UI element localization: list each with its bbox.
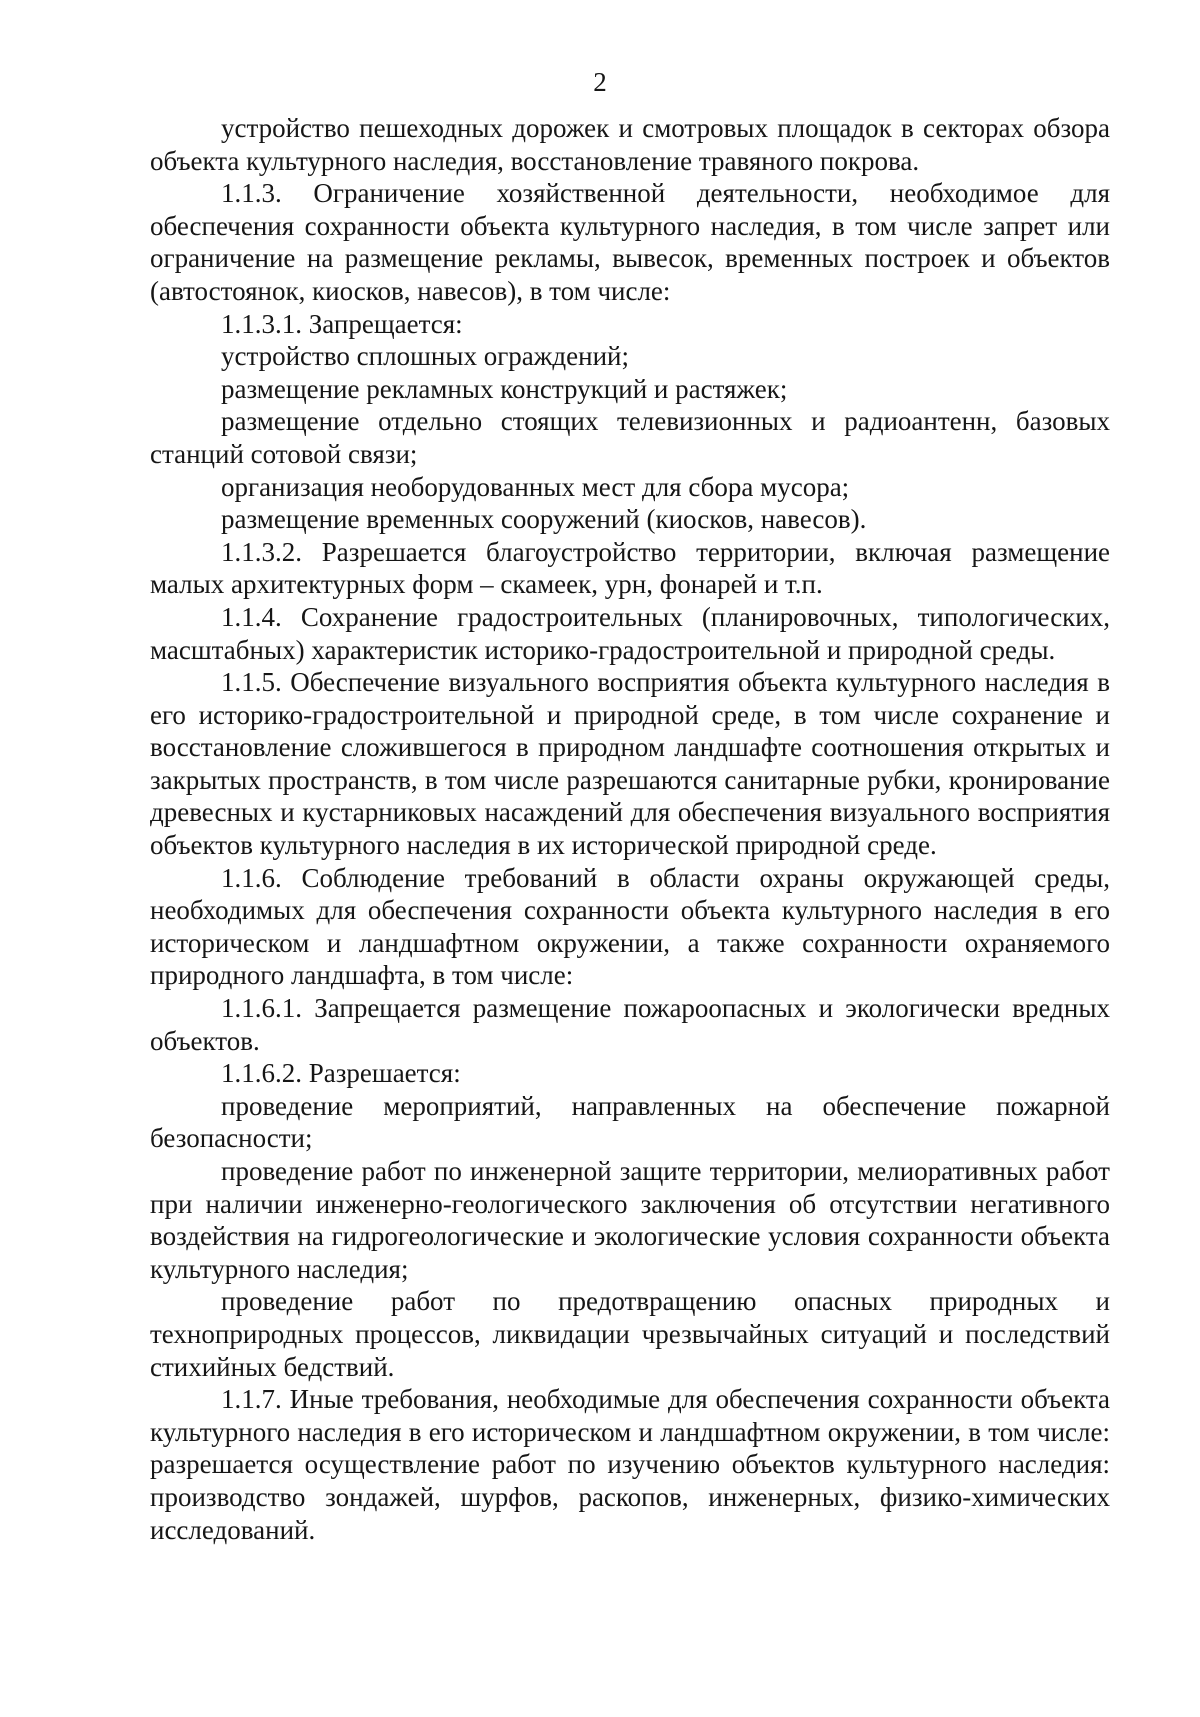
paragraph-1-1-4: 1.1.4. Сохранение градостроительных (планировочных, типологических, масштабных) характеристик историко-градостроительной и природной среды. — [150, 601, 1110, 665]
page-number: 2 — [593, 67, 607, 97]
paragraph-1-1-7: 1.1.7. Иные требования, необходимые для обеспечения сохранности объекта культурного наследия в его историческом и ландшафтном окружении, в том числе: разрешается осуществление работ по изучению объектов культурного наследия: производство зондажей, шурфов, раскопов, инженерных, физико-химических исследований. — [150, 1384, 1110, 1545]
paragraph-1-1-6-1: 1.1.6.1. Запрещается размещение пожароопасных и экологически вредных объектов. — [150, 993, 1110, 1056]
paragraph-1-1-5: 1.1.5. Обеспечение визуального восприятия объекта культурного наследия в его историко-градостроительной и природной среде, в том числе сохранение и восстановление сложившегося в природном ландшафте соотношения открытых и закрытых пространств, в том числе разрешаются санитарные рубки, кронирование древесных и кустарниковых насаждений для обеспечения визуального восприятия объектов культурного наследия в их исторической природной среде. — [150, 667, 1110, 861]
paragraph-1-1-6-2: 1.1.6.2. Разрешается: — [221, 1058, 461, 1089]
paragraph-footpaths: устройство пешеходных дорожек и смотровых площадок в секторах обзора объекта культурного наследия, восстановление травяного покрова. — [150, 113, 1110, 176]
document-body — [150, 112, 1110, 1546]
list-item-engineering-protection: проведение работ по инженерной защите территории, мелиоративных работ при наличии инженерно-геологического заключения об отсутствии негативного воздействия на гидрогеологические и экологические условия сохранности объекта культурного наследия; — [150, 1156, 1110, 1284]
list-item-antennas: размещение отдельно стоящих телевизионных и радиоантенн, базовых станций сотовой связи; — [150, 406, 1110, 469]
paragraph-1-1-3: 1.1.3. Ограничение хозяйственной деятельности, необходимое для обеспечения сохранности объекта культурного наследия, в том числе запрет или ограничение на размещение рекламы, вывесок, временных построек и объектов (автостоянок, киосков, навесов), в том числе: — [150, 178, 1110, 306]
paragraph-1-1-3-1: 1.1.3.1. Запрещается: — [221, 308, 463, 339]
list-item-temporary-structures: размещение временных сооружений (киосков, навесов). — [221, 504, 867, 535]
list-item-natural-hazards: проведение работ по предотвращению опасных природных и технoприродных процессов, ликвидации чрезвычайных ситуаций и последствий стихийных бедствий. — [150, 1286, 1110, 1382]
list-item-fences: устройство сплошных ограждений; — [221, 341, 629, 372]
list-item-advertising: размещение рекламных конструкций и растяжек; — [221, 373, 788, 404]
list-item-garbage: организация необорудованных мест для сбора мусора; — [221, 471, 850, 502]
paragraph-1-1-6: 1.1.6. Соблюдение требований в области охраны окружающей среды, необходимых для обеспечения сохранности объекта культурного наследия в его историческом и ландшафтном окружении, а также сохранности охраняемого природного ландшафта, в том числе: — [150, 862, 1110, 991]
paragraph-1-1-3-2: 1.1.3.2. Разрешается благоустройство территории, включая размещение малых архитектурных форм – скамеек, урн, фонарей и т.п. — [150, 536, 1110, 600]
list-item-fire-safety: проведение мероприятий, направленных на обеспечение пожарной безопасности; — [150, 1090, 1110, 1154]
